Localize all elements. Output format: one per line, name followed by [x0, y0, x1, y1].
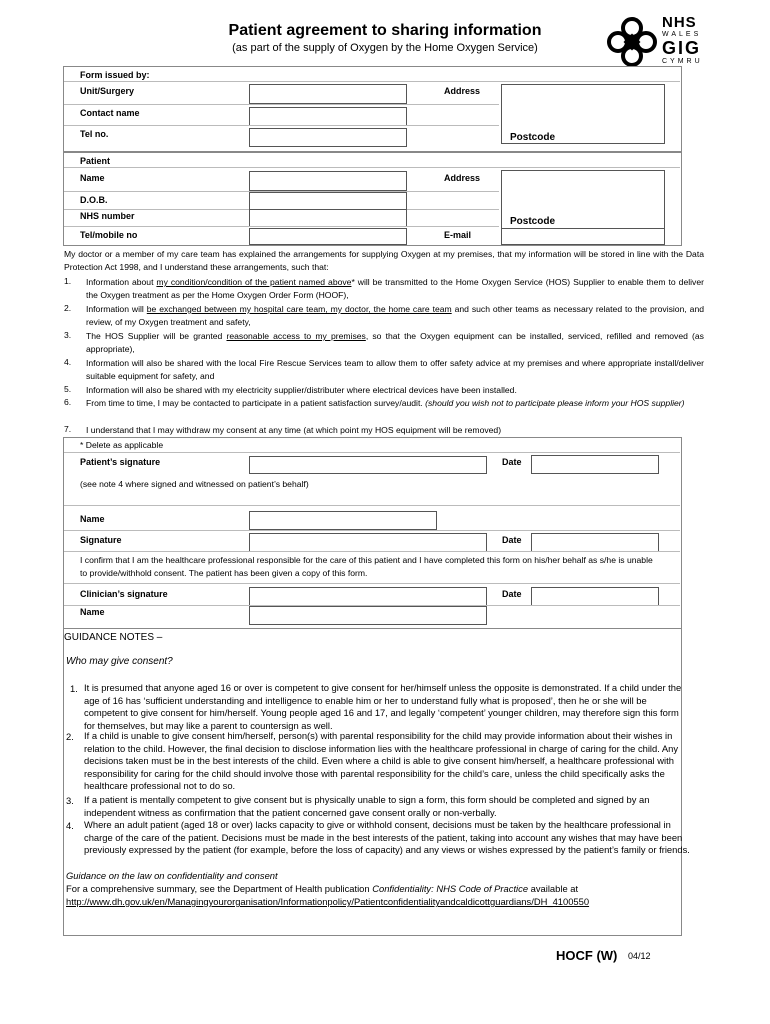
witness-name-label: Name	[80, 514, 105, 524]
item-number: 5.	[64, 384, 72, 394]
patient-signature-field[interactable]	[249, 456, 487, 474]
patient-address-label: Address	[444, 173, 481, 183]
note-number: 3.	[66, 795, 74, 806]
divider	[64, 551, 680, 552]
nhs-number-field[interactable]	[249, 209, 407, 227]
guidance-note-1: It is presumed that anyone aged 16 or over is competent to give consent for her/himself unless the opposite is demonstrated. If a child under the age of 16 has ‘sufficient understanding and intelligence to enable him or her to understand fully what is proposed’, then he or she will be competent to give consent for him/herself. Young people aged 16 and 17, and legally ‘competent’ younger children, may therefore sign this form for themselves, but may like a parent to countersign as well.	[84, 682, 682, 731]
nhs-number-label: NHS number	[80, 211, 135, 221]
witness-signature-field[interactable]	[249, 533, 487, 552]
patient-name-field[interactable]	[249, 171, 407, 191]
clinician-signature-label: Clinician’s signature	[80, 589, 168, 599]
note-number: 2.	[66, 731, 74, 742]
summary-text: For a comprehensive summary, see the Department of Health publication Confidentiality: NHS Code of Practice available at	[66, 883, 579, 894]
divider	[64, 104, 499, 105]
divider	[64, 81, 680, 82]
issued-tel-field[interactable]	[249, 128, 407, 147]
clinician-name-label: Name	[80, 607, 105, 617]
agreement-item-6: From time to time, I may be contacted to participate in a patient satisfaction survey/audit. (should you wish not to participate please inform your HOS supplier)	[86, 398, 685, 408]
agreement-item-3: The HOS Supplier will be granted reasonable access to my premises, so that the Oxygen equipment can be installed, serviced, refilled and removed (as appropriate),	[86, 331, 704, 355]
page-subtitle: (as part of the supply of Oxygen by the Home Oxygen Service)	[232, 42, 538, 54]
patient-heading: Patient	[80, 156, 111, 166]
item-number: 4.	[64, 357, 72, 367]
hcp-statement: I confirm that I am the healthcare professional responsible for the care of this patient and I have completed this form on his/her behalf as s/he is unable to provide/withhold consent. The patient has been given a copy of this form.	[80, 555, 653, 578]
divider	[64, 452, 680, 453]
patient-tel-field[interactable]	[249, 228, 407, 245]
patient-name-label: Name	[80, 173, 105, 183]
delete-note: * Delete as applicable	[80, 440, 164, 450]
unit-label: Unit/Surgery	[80, 86, 135, 96]
witness-name-field[interactable]	[249, 511, 437, 530]
patient-tel-label: Tel/mobile no	[80, 230, 138, 240]
guidance-note-4: Where an adult patient (aged 18 or over) lacks capacity to give or withhold consent, decisions must be taken by the healthcare professional in charge of the care of the patient. Decisions must be made in the best interests of the patient, taking into account any wishes that may have been previously expressed by the patient (for example, before the loss of capacity) and any views or wishes expressed by the patient’s family or friends.	[84, 819, 690, 856]
contact-label: Contact name	[80, 108, 140, 118]
clinician-date-label: Date	[502, 589, 522, 599]
patient-date-label: Date	[502, 457, 522, 467]
patient-date-field[interactable]	[531, 455, 659, 474]
agreement-item-7: I understand that I may withdraw my consent at any time (at which point my HOS equipment will be removed)	[86, 425, 502, 435]
witness-signature-label: Signature	[80, 535, 122, 545]
item-number: 2.	[64, 303, 72, 313]
dh-publication-link[interactable]: http://www.dh.gov.uk/en/Managingyourorganisation/Informationpolicy/Patientconfidentialityandcaldicottguardians/DH_4100550	[66, 896, 590, 907]
clinician-name-field[interactable]	[249, 606, 487, 625]
page-title: Patient agreement to sharing information	[228, 22, 542, 39]
witness-date-field[interactable]	[531, 533, 659, 552]
item-number: 3.	[64, 330, 72, 340]
divider	[64, 505, 680, 506]
guidance-note-2: If a child is unable to give consent him/herself, person(s) with parental responsibility for the child may provide information about their wishes in relation to the child. However, the final decision to disclose information lies with the healthcare professional in charge of caring for the child. Any decisions taken must be in the best interests of the child. Even where a child is able to give consent him/herself, a healthcare professional with responsibility for caring for the child should involve those with parental responsibility for the child’s care, unless the child specifically asks the healthcare professional not to do so.	[84, 730, 679, 792]
guidance-question: Who may give consent?	[66, 656, 173, 667]
item-number: 1.	[64, 276, 72, 286]
clinician-signature-field[interactable]	[249, 587, 487, 606]
agreement-item-4: Information will also be shared with the local Fire Rescue Services team to allow them to offer safety advice at my premises and where appropriate install/deliver suitable equipment for safety, and	[86, 358, 704, 382]
unit-surgery-field[interactable]	[249, 84, 407, 104]
divider	[64, 226, 499, 227]
logo-nhs-text: NHS	[662, 14, 697, 31]
note-number: 4.	[66, 820, 74, 831]
patient-postcode-label: Postcode	[510, 216, 556, 227]
note-4: (see note 4 where signed and witnessed on patient’s behalf)	[80, 479, 309, 489]
note-number: 1.	[70, 683, 78, 694]
celtic-knot-icon	[604, 14, 660, 70]
issued-address-label: Address	[444, 86, 481, 96]
guidance-note-3: If a patient is mentally competent to give consent but is physically unable to sign a form, this form should be completed and signed by an independent witness as confirmation that the patient concerned gave consent orally or non-verbally.	[84, 794, 650, 818]
witness-date-label: Date	[502, 535, 522, 545]
agreement-item-2: Information will be exchanged between my hospital care team, my doctor, the home care team and such other teams as necessary related to the provision, and review, of my Oxygen treatment and safety,	[86, 304, 705, 328]
divider	[64, 583, 680, 584]
item-number: 7.	[64, 424, 72, 434]
logo-wales-text: WALES	[662, 31, 702, 38]
form-version-date: 04/12	[628, 951, 651, 961]
logo-cymru-text: CYMRU	[662, 58, 703, 65]
issued-tel-label: Tel no.	[80, 129, 109, 139]
divider	[64, 125, 499, 126]
issued-heading: Form issued by:	[80, 70, 150, 80]
agreement-item-5: Information will also be shared with my electricity supplier/distributer where electrical devices have been installed.	[86, 385, 517, 395]
agreement-intro: My doctor or a member of my care team has explained the arrangements for supplying Oxygen at my premises, that my information will be stored in line with the Data Protection Act 1998, and I understand these arrangements, such that:	[64, 249, 704, 273]
contact-name-field[interactable]	[249, 107, 407, 126]
law-heading: Guidance on the law on confidentiality and consent	[66, 870, 278, 881]
dob-label: D.O.B.	[80, 195, 108, 205]
divider	[64, 167, 680, 168]
patient-signature-label: Patient’s signature	[80, 457, 161, 467]
logo-gig-text: GIG	[662, 38, 702, 58]
form-code: HOCF (W)	[556, 948, 618, 963]
dob-field[interactable]	[249, 192, 407, 210]
email-label: E-mail	[444, 230, 472, 240]
agreement-item-1: Information about my condition/condition of the patient named above* will be transmitted to the Home Oxygen Service (HOS) Supplier to enable them to deliver the Oxygen treatment as per the Home Oxygen Order Form (HOOF),	[86, 277, 704, 301]
email-field[interactable]	[501, 228, 665, 245]
divider	[64, 530, 680, 531]
clinician-date-field[interactable]	[531, 587, 659, 606]
issued-postcode-label: Postcode	[510, 132, 556, 143]
item-number: 6.	[64, 397, 72, 407]
guidance-heading: GUIDANCE NOTES –	[64, 632, 163, 643]
